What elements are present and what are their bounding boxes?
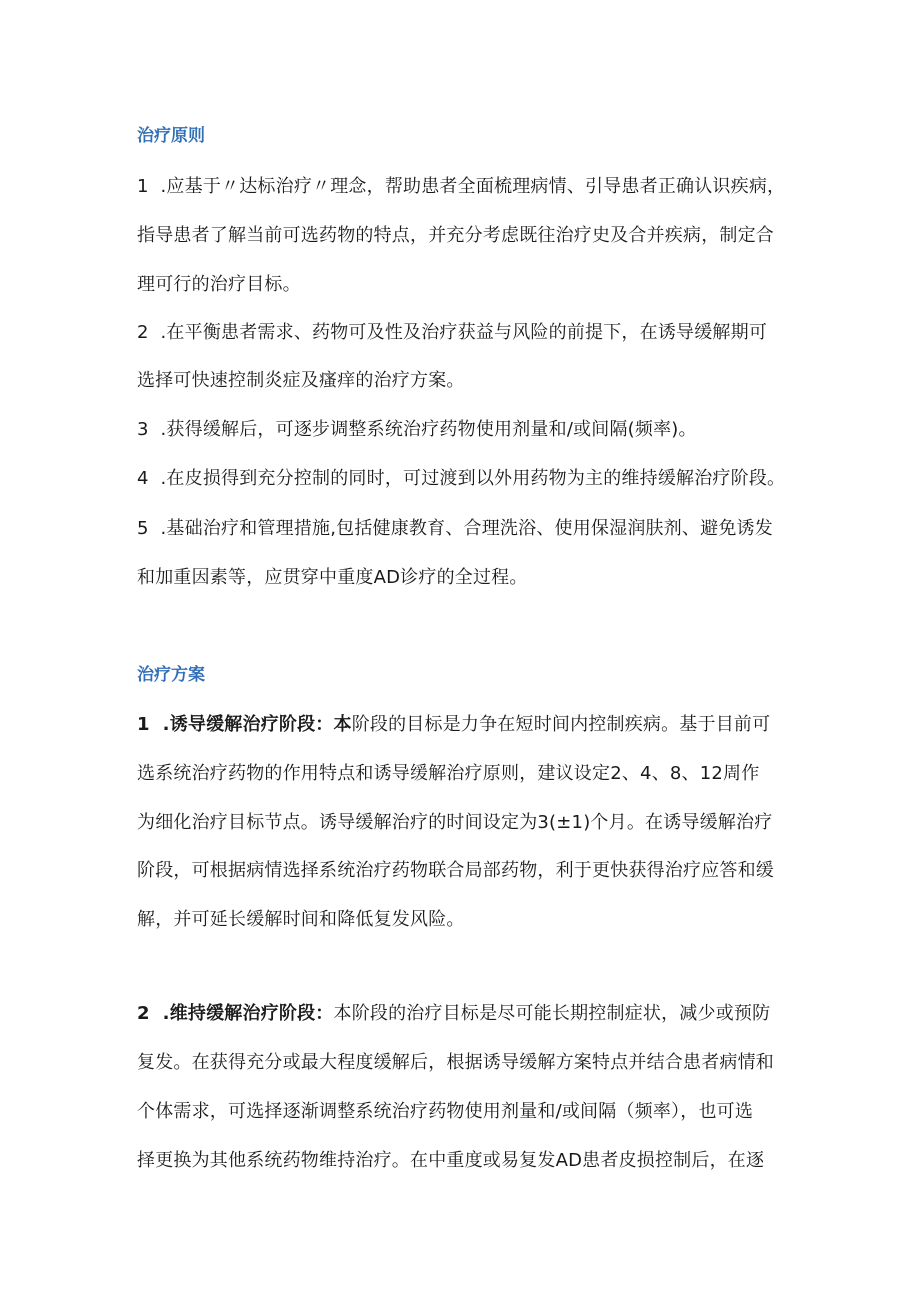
section-heading-plan: 治疗方案 — [137, 665, 205, 685]
principle-5-line-2: 和加重因素等，应贯穿中重度AD诊疗的全过程。 — [137, 567, 528, 588]
plan-2-line-2: 复发。在获得充分或最大程度缓解后，根据诱导缓解方案特点并结合患者病情和 — [137, 1052, 774, 1073]
plan-2-text: 本阶段的治疗目标是尽可能长期控制症状，减少或预防 — [333, 1003, 771, 1024]
principle-1-line-2: 指导患者了解当前可选药物的特点，并充分考虑既往治疗史及合并疾病，制定合 — [137, 225, 774, 246]
principle-4-line-1: 4 .在皮损得到充分控制的同时，可过渡到以外用药物为主的维持缓解治疗阶段。 — [137, 468, 786, 489]
plan-2-line-3: 个体需求，可选择逐渐调整系统治疗药物使用剂量和/或间隔（频率），也可选 — [137, 1101, 754, 1122]
principle-1-line-1: 1 .应基于〃达标治疗〃理念，帮助患者全面梳理病情、引导患者正确认识疾病， — [137, 176, 786, 197]
principle-1-line-3: 理可行的治疗目标。 — [137, 274, 301, 295]
plan-2-line-1 — [137, 1001, 770, 1027]
plan-1-line-1 — [137, 712, 770, 738]
plan-1-line-3: 为细化治疗目标节点。诱导缓解治疗的时间设定为3(±1)个月。在诱导缓解治疗 — [137, 812, 773, 833]
principle-5-line-1: 5 .基础治疗和管理措施,包括健康教育、合理洗浴、使用保湿润肤剂、避免诱发 — [137, 518, 773, 539]
section-heading-principles: 治疗原则 — [137, 126, 205, 146]
principle-2-line-2: 选择可快速控制炎症及瘙痒的治疗方案。 — [137, 370, 465, 391]
plan-1-line-5: 解，并可延长缓解时间和降低复发风险。 — [137, 909, 465, 930]
plan-1-text: 阶段的目标是力争在短时间内控制疾病。基于目前可 — [351, 714, 771, 735]
plan-1-line-4: 阶段，可根据病情选择系统治疗药物联合局部药物，利于更快获得治疗应答和缓 — [137, 860, 774, 881]
plan-2-label: 2 .维持缓解治疗阶段： — [137, 1003, 334, 1024]
plan-1-label: 1 .诱导缓解治疗阶段：本 — [137, 714, 352, 735]
principle-2-line-1: 2 .在平衡患者需求、药物可及性及治疗获益与风险的前提下，在诱导缓解期可 — [137, 322, 768, 343]
plan-1-line-2: 选系统治疗药物的作用特点和诱导缓解治疗原则，建议设定2、4、8、12周作 — [137, 763, 760, 784]
principle-3-line-1: 3 .获得缓解后，可逐步调整系统治疗药物使用剂量和/或间隔(频率)。 — [137, 419, 697, 440]
plan-2-line-4: 择更换为其他系统药物维持治疗。在中重度或易复发AD患者皮损控制后，在逐 — [137, 1150, 765, 1171]
